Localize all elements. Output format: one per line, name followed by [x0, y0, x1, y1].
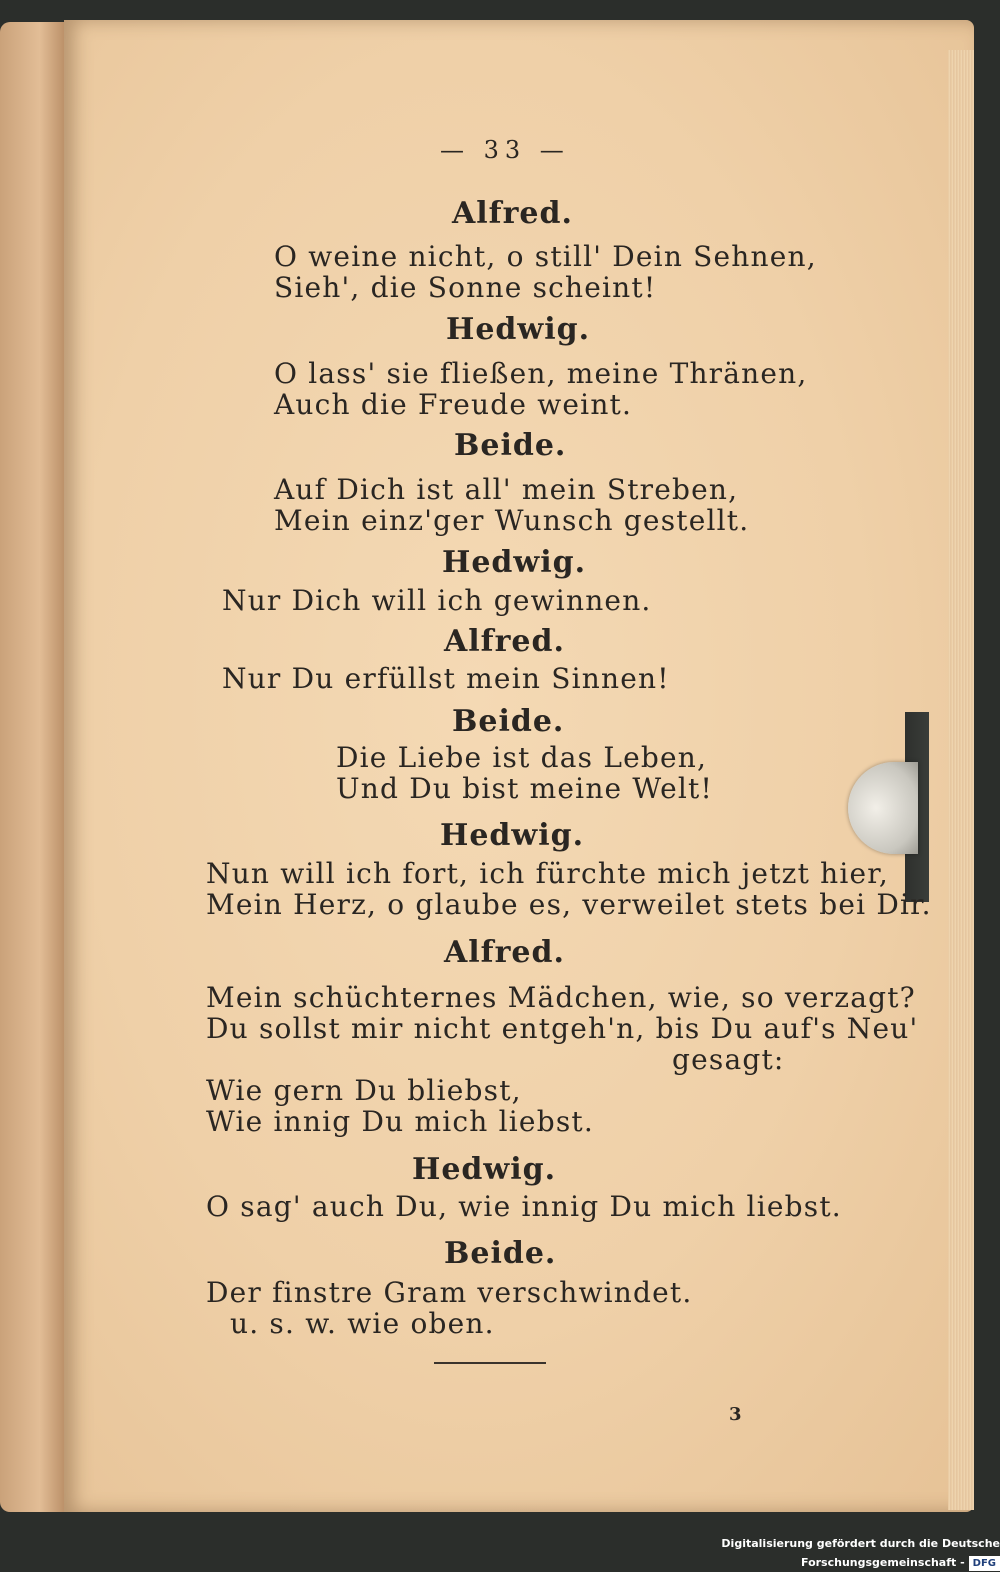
speaker-label: Beide.	[452, 704, 565, 739]
verse-line: Mein schüchternes Mädchen, wie, so verzagt?	[206, 981, 916, 1014]
verse-line: Und Du bist meine Welt!	[336, 772, 713, 805]
verse-line: gesagt:	[672, 1043, 785, 1076]
page-number: — 33 —	[440, 136, 570, 164]
verse-line: u. s. w. wie oben.	[230, 1307, 495, 1340]
dfg-logo: DFG	[969, 1556, 1000, 1571]
verse-line: Auf Dich ist all' mein Streben,	[274, 473, 739, 506]
speaker-label: Hedwig.	[442, 545, 587, 580]
speaker-label: Alfred.	[452, 196, 573, 231]
speaker-label: Hedwig.	[440, 818, 585, 853]
speaker-label: Beide.	[454, 428, 567, 463]
verse-line: Wie innig Du mich liebst.	[206, 1105, 594, 1138]
verse-line: Wie gern Du bliebst,	[206, 1074, 522, 1107]
speaker-label: Alfred.	[444, 624, 565, 659]
verse-line: Nur Dich will ich gewinnen.	[222, 584, 652, 617]
closing-rule	[434, 1362, 546, 1364]
verse-line: Mein einz'ger Wunsch gestellt.	[274, 504, 750, 537]
signature-mark: 3	[729, 1404, 742, 1425]
verse-line: O lass' sie fließen, meine Thränen,	[274, 357, 808, 390]
verse-line: Du sollst mir nicht entgeh'n, bis Du auf's Neu'	[206, 1012, 919, 1045]
verse-line: Sieh', die Sonne scheint!	[274, 271, 657, 304]
verse-line: Nun will ich fort, ich fürchte mich jetzt hier,	[206, 857, 889, 890]
verse-line: Mein Herz, o glaube es, verweilet stets bei Dir.	[206, 888, 932, 921]
speaker-label: Hedwig.	[446, 312, 591, 347]
verse-line: Nur Du erfüllst mein Sinnen!	[222, 662, 670, 695]
page-edge	[948, 50, 974, 1510]
verse-line: Der finstre Gram verschwindet.	[206, 1276, 693, 1309]
left-page-edge	[0, 22, 66, 1512]
verse-line: O weine nicht, o still' Dein Sehnen,	[274, 240, 817, 273]
speaker-label: Beide.	[444, 1236, 557, 1271]
verse-line: Die Liebe ist das Leben,	[336, 741, 708, 774]
speaker-label: Hedwig.	[412, 1152, 557, 1187]
verse-line: O sag' auch Du, wie innig Du mich liebst.	[206, 1190, 842, 1223]
speaker-label: Alfred.	[444, 935, 565, 970]
digitization-credit	[600, 1534, 1000, 1569]
credit-text: Digitalisierung gefördert durch die Deutsche Forschungsgemeinschaft -	[721, 1537, 1000, 1569]
verse-line: Auch die Freude weint.	[274, 388, 633, 421]
